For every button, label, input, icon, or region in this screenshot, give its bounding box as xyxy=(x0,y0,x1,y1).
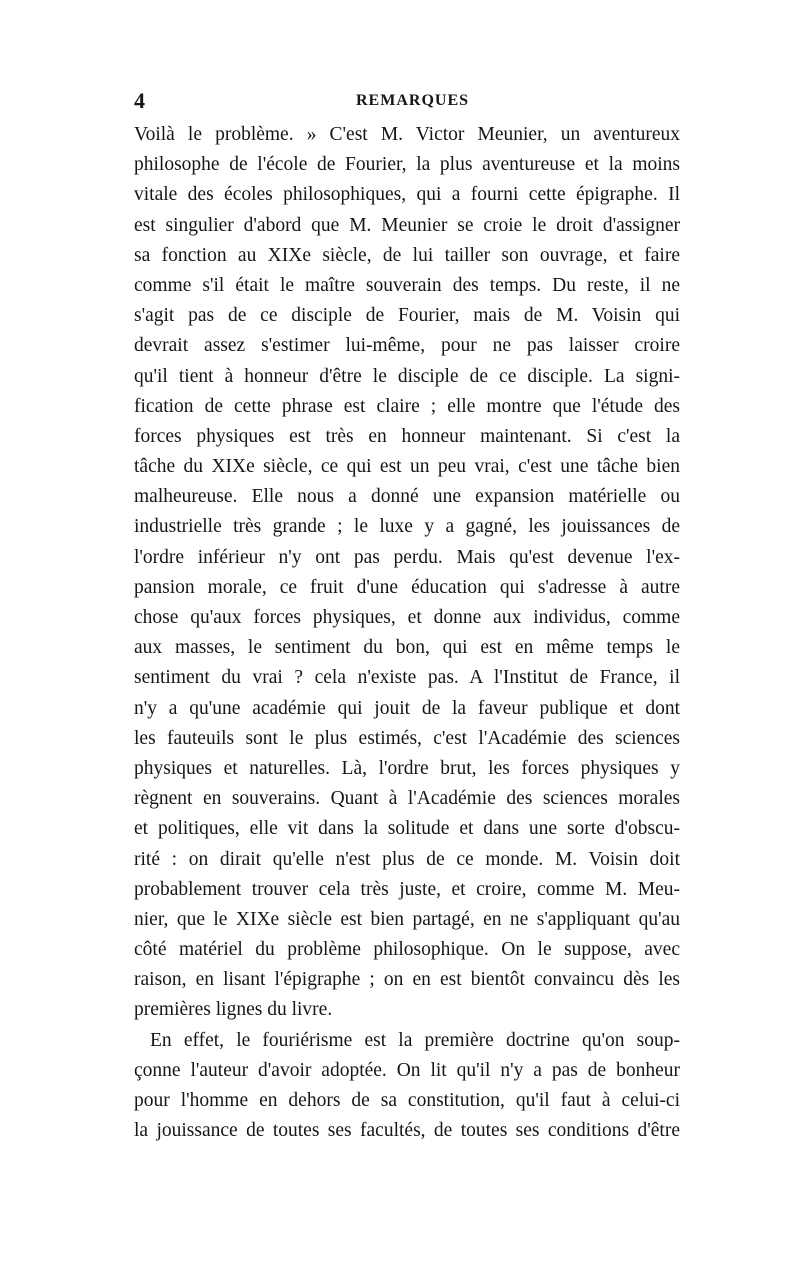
text-line: forces physiques est très en honneur maintenant. Si c'est la xyxy=(134,425,680,447)
paragraph-end-line: premières lignes du livre. xyxy=(134,999,333,1021)
text-line: pansion morale, ce fruit d'une éducation qui s'adresse à autre xyxy=(134,576,680,598)
text-line: pour l'homme en dehors de sa constitution, qu'il faut à celui-ci xyxy=(134,1090,680,1111)
text-line: est singulier d'abord que M. Meunier se croie le droit d'assigner xyxy=(134,214,680,236)
page-number: 4 xyxy=(134,88,145,113)
text-line: malheureuse. Elle nous a donné une expansion matérielle ou xyxy=(134,486,680,508)
text-line: règnent en souverains. Quant à l'Académie des sciences morales xyxy=(134,788,680,810)
page-header xyxy=(134,88,680,116)
text-line: rité : on dirait qu'elle n'est plus de ce monde. M. Voisin doit xyxy=(134,848,680,870)
text-line: s'agit pas de ce disciple de Fourier, mais de M. Voisin qui xyxy=(134,305,680,327)
body-text xyxy=(134,120,680,1146)
text-line: nier, que le XIXe siècle est bien partagé, en ne s'appliquant qu'au xyxy=(134,908,680,930)
text-line: côté matériel du problème philosophique. On le suppose, avec xyxy=(134,939,680,961)
text-line: physiques et naturelles. Là, l'ordre brut, les forces physiques y xyxy=(134,757,680,779)
text-line: comme s'il était le maître souverain des temps. Du reste, il ne xyxy=(134,274,680,296)
text-line: philosophe de l'école de Fourier, la plus aventureuse et la moins xyxy=(134,154,680,176)
text-line: qu'il tient à honneur d'être le disciple de ce disciple. La signi- xyxy=(134,365,680,387)
text-line: tâche du XIXe siècle, ce qui est un peu vrai, c'est une tâche bien xyxy=(134,456,680,478)
text-line: l'ordre inférieur n'y ont pas perdu. Mais qu'est devenue l'ex- xyxy=(134,546,680,568)
text-line: fication de cette phrase est claire ; elle montre que l'étude des xyxy=(134,395,680,417)
text-line: aux masses, le sentiment du bon, qui est en même temps le xyxy=(134,637,680,659)
text-line: et politiques, elle vit dans la solitude et dans une sorte d'obscu- xyxy=(134,818,680,840)
paragraph-start-line: En effet, le fouriérisme est la première doctrine qu'on soup- xyxy=(150,1029,680,1051)
text-line: raison, en lisant l'épigraphe ; on en est bientôt convaincu dès les xyxy=(134,969,680,991)
text-line: vitale des écoles philosophiques, qui a fourni cette épigraphe. Il xyxy=(134,184,680,206)
text-line: Voilà le problème. » C'est M. Victor Meunier, un aventureux xyxy=(134,124,680,145)
text-line: chose qu'aux forces physiques, et donne aux individus, comme xyxy=(134,607,680,628)
text-line: sentiment du vrai ? cela n'existe pas. A l'Institut de France, il xyxy=(134,667,680,689)
text-line: probablement trouver cela très juste, et croire, comme M. Meu- xyxy=(134,878,680,900)
text-line: çonne l'auteur d'avoir adoptée. On lit qu'il n'y a pas de bonheur xyxy=(134,1059,680,1081)
text-line: industrielle très grande ; le luxe y a gagné, les jouissances de xyxy=(134,516,680,538)
text-line: la jouissance de toutes ses facultés, de toutes ses conditions d'être xyxy=(134,1120,680,1142)
text-line: les fauteuils sont le plus estimés, c'est l'Académie des sciences xyxy=(134,727,680,749)
text-line: n'y a qu'une académie qui jouit de la faveur publique et dont xyxy=(134,697,680,719)
text-line: devrait assez s'estimer lui-même, pour ne pas laisser croire xyxy=(134,335,680,357)
running-head: REMARQUES xyxy=(356,92,470,109)
text-line: sa fonction au XIXe siècle, de lui tailler son ouvrage, et faire xyxy=(134,244,680,266)
